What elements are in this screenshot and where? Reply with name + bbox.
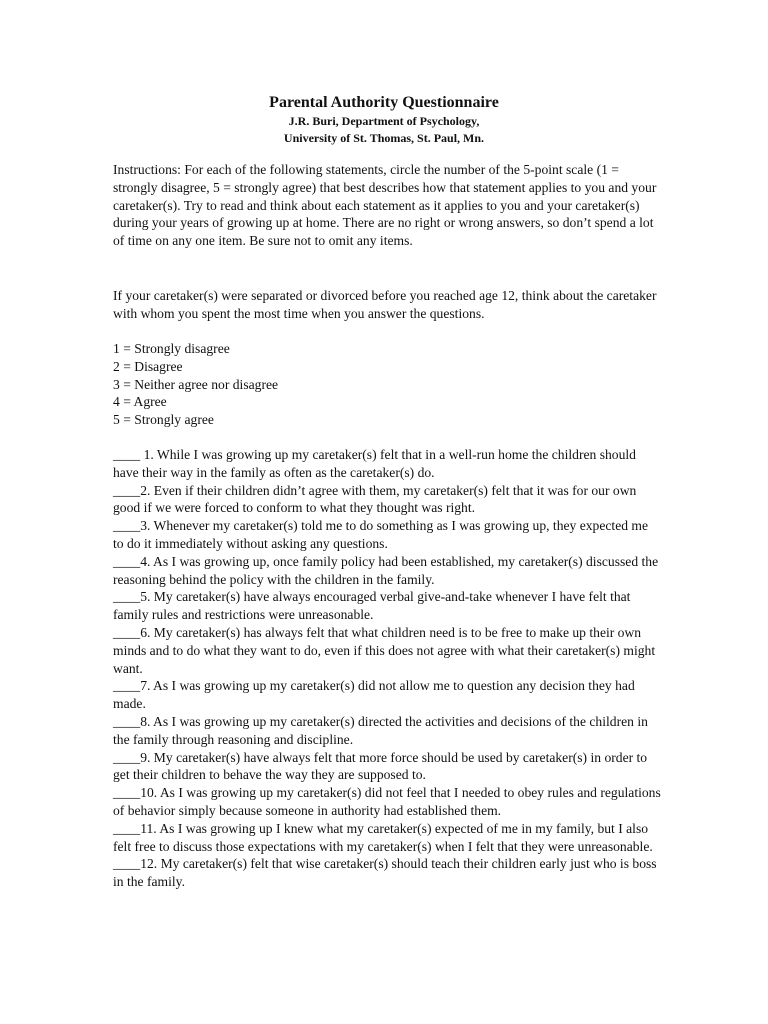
questionnaire-item: ____7. As I was growing up my caretaker(s) did not allow me to question any decision they had made. — [113, 678, 635, 712]
questionnaire-item: ____12. My caretaker(s) felt that wise caretaker(s) should teach their children early just who is boss in the family. — [113, 856, 657, 890]
questionnaire-items — [113, 446, 661, 891]
instructions-paragraph: Instructions: For each of the following statements, circle the number of the 5-point scale (1 = strongly disagree, 5 = strongly agree) that best describes how that statement applies to you and your caretaker(s). Try to read and think about each statement as it applies to you and your caretaker(s) during your years of growing up at home. There are no right or wrong answers, so don’t spend a lot of time on any one item. Be sure not to omit any items. — [113, 162, 657, 249]
document-header — [0, 93, 768, 147]
document-title: Parental Authority Questionnaire — [269, 94, 499, 111]
response-scale — [113, 340, 661, 429]
scale-option: 1 = Strongly disagree — [113, 341, 230, 356]
questionnaire-item: ____4. As I was growing up, once family policy had been established, my caretaker(s) discussed the reasoning behind the policy with the children in the family. — [113, 553, 659, 587]
questionnaire-item: ____11. As I was growing up I knew what my caretaker(s) expected of me in my family, but I also felt free to discuss those expectations with my caretaker(s) when I felt that they were unreasonable. — [113, 820, 653, 854]
questionnaire-item: ____3. Whenever my caretaker(s) told me to do something as I was growing up, they expected me to do it immediately without asking any questions. — [113, 518, 649, 551]
questionnaire-item: ____9. My caretaker(s) have always felt that more force should be used by caretaker(s) in order to get their children to behave the way they are supposed to. — [113, 749, 648, 783]
separated-note-paragraph: If your caretaker(s) were separated or divorced before you reached age 12, think about the caretaker with whom you spent the most time when you answer the questions. — [113, 288, 657, 321]
questionnaire-item: ____8. As I was growing up my caretaker(s) directed the activities and decisions of the children in the family through reasoning and discipline. — [113, 713, 648, 747]
scale-option: 4 = Agree — [113, 394, 167, 410]
author-line: J.R. Buri, Department of Psychology, — [288, 114, 480, 128]
questionnaire-item: ____ 1. While I was growing up my caretaker(s) felt that in a well-run home the children should have their way in the family as often as the caretaker(s) do. — [113, 447, 636, 480]
questionnaire-item: ____10. As I was growing up my caretaker(s) did not feel that I needed to obey rules and regulations of behavior simply because someone in authority had established them. — [113, 785, 661, 818]
scale-option: 3 = Neither agree nor disagree — [113, 376, 279, 392]
institution-line: University of St. Thomas, St. Paul, Mn. — [283, 131, 485, 145]
scale-option: 5 = Strongly agree — [113, 412, 214, 428]
questionnaire-item: ____5. My caretaker(s) have always encouraged verbal give-and-take whenever I have felt that family rules and restrictions were unreasonable. — [113, 589, 631, 623]
questionnaire-item: ____2. Even if their children didn’t agree with them, my caretaker(s) felt that it was for our own good if we were forced to conform to what they thought was right. — [113, 482, 637, 516]
questionnaire-item: ____6. My caretaker(s) has always felt that what children need is to be free to make up their own minds and to do what they want to do, even if this does not agree with what their caretaker(s) might want. — [113, 624, 656, 676]
scale-option: 2 = Disagree — [113, 358, 183, 374]
